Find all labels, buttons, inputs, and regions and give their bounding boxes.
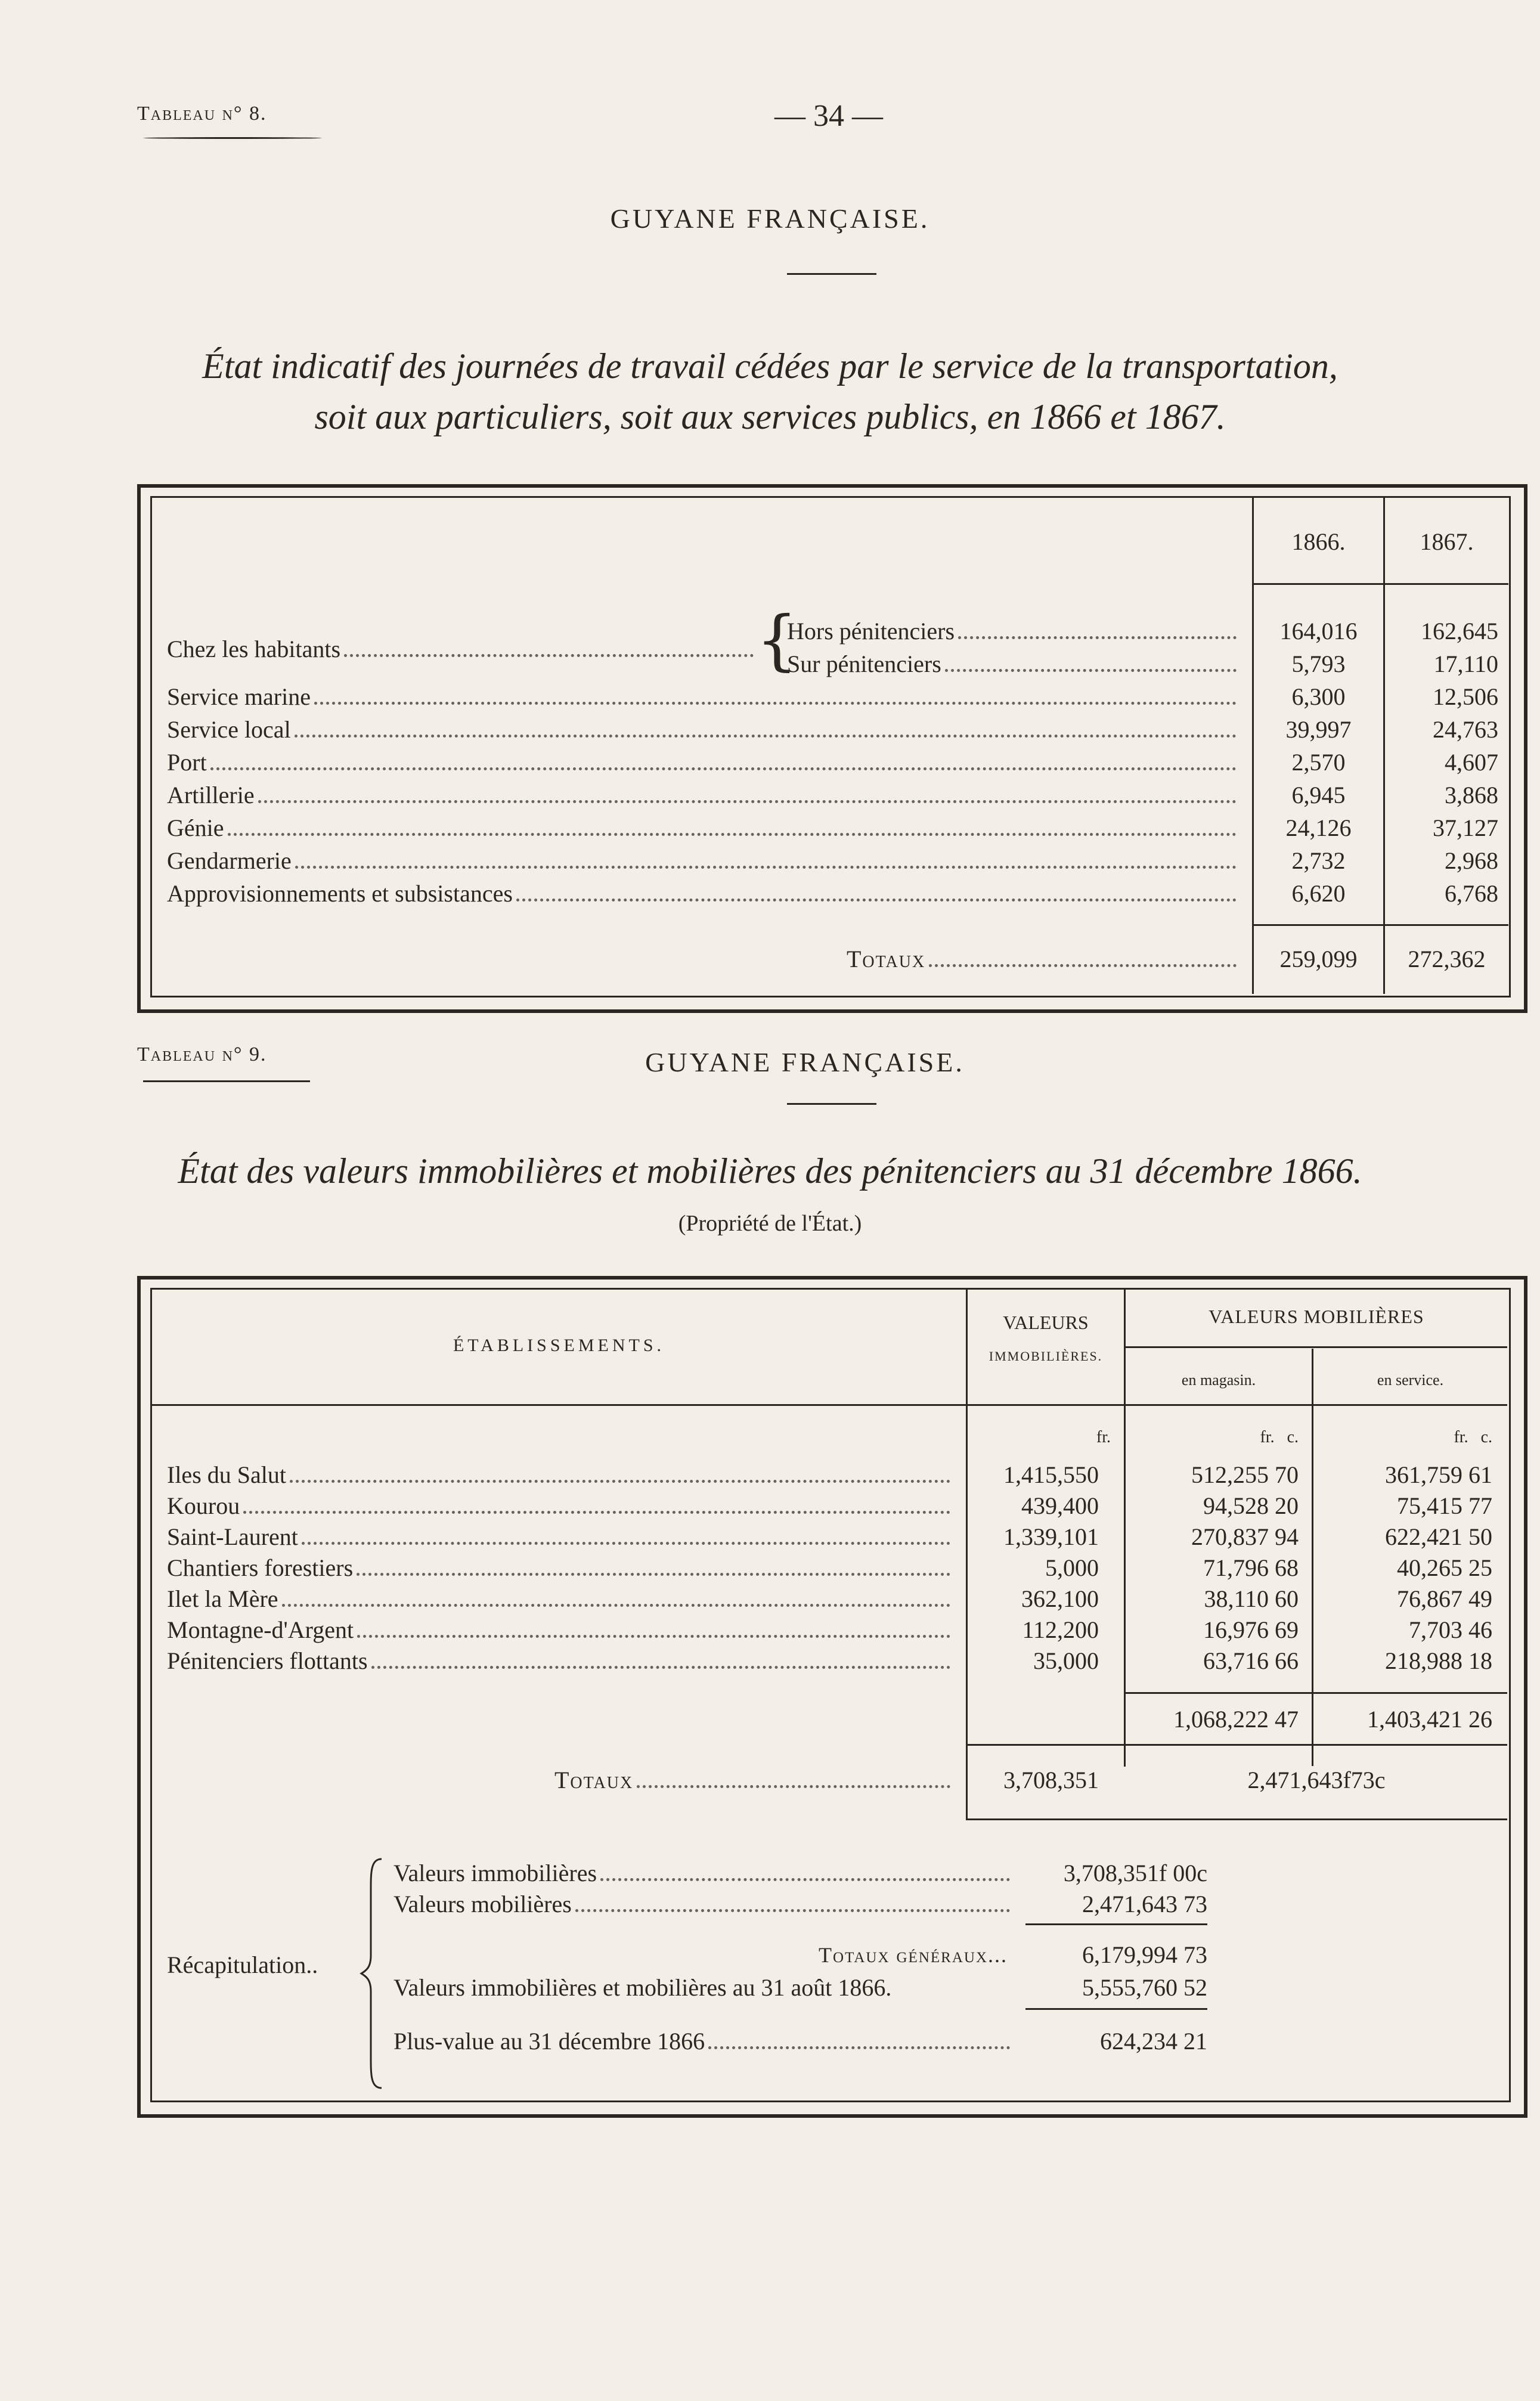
cell-magasin: 63,716 66: [1203, 1647, 1299, 1674]
cell-1867: 24,763: [1433, 716, 1498, 743]
col-etablissements: ÉTABLISSEMENTS.: [453, 1336, 665, 1355]
cell-immo: 35,000: [1033, 1647, 1099, 1674]
cell-1866: 164,016: [1279, 618, 1358, 645]
tag-underline: [143, 1080, 310, 1082]
table8-col-sep-2: [1383, 498, 1385, 994]
table8-row: Gendarmerie: [167, 847, 1240, 875]
table9-row: Pénitenciers flottants: [167, 1647, 954, 1675]
recap-rule-2: [1025, 2008, 1207, 2010]
total-mobil: 2,471,643f73c: [1247, 1767, 1386, 1793]
cell-service: 622,421 50: [1385, 1523, 1492, 1550]
table8-col-sep-1: [1252, 498, 1254, 994]
recap-aout-label: Valeurs immobilières et mobilières au 31 août 1866.: [393, 1974, 892, 2001]
table8-inner-frame: [150, 496, 1511, 997]
unit-fr: fr.: [1096, 1428, 1111, 1446]
cell-service: 76,867 49: [1397, 1585, 1492, 1612]
cell-1867: 2,968: [1445, 847, 1498, 874]
cell-1867: 37,127: [1433, 814, 1498, 841]
cell-1867: 162,645: [1421, 618, 1498, 645]
table9-mobil-rule: [1126, 1346, 1507, 1348]
cell-immo: 112,200: [1022, 1616, 1099, 1643]
table8-row: Génie: [167, 814, 1240, 842]
cell-1867: 6,768: [1445, 880, 1498, 907]
cell-1866: 2,570: [1291, 749, 1346, 776]
heading-rule: [787, 1103, 876, 1105]
habitants-label: Chez les habitants: [167, 636, 341, 662]
col-immo-1: VALEURS: [1003, 1312, 1089, 1333]
table8-heading: GUYANE FRANÇAISE.: [610, 203, 930, 234]
table8-tag: Tableau n° 8.: [137, 103, 267, 125]
cell-magasin: 16,976 69: [1203, 1616, 1299, 1643]
table8-row: Port: [167, 748, 1240, 777]
recap-totaux-value: 6,179,994 73: [1082, 1941, 1207, 1968]
recap-immo-value: 3,708,351f 00c: [1063, 1860, 1207, 1886]
cell-magasin: 512,255 70: [1191, 1461, 1299, 1488]
total-1866: 259,099: [1279, 946, 1358, 972]
table8-total-rule: [1254, 924, 1508, 926]
table9-tag: Tableau n° 9.: [137, 1043, 267, 1065]
table9-total-rule: [968, 1818, 1507, 1820]
cell-1867: 3,868: [1445, 782, 1498, 808]
col-magasin: en magasin.: [1181, 1371, 1256, 1389]
col-immo-2: IMMOBILIÈRES.: [989, 1349, 1103, 1364]
total-immo: 3,708,351: [1003, 1767, 1099, 1793]
cell-1866: 39,997: [1285, 716, 1352, 743]
table9-row: Saint-Laurent: [167, 1523, 954, 1551]
cell-immo: 362,100: [1021, 1585, 1099, 1612]
table8-header-rule: [1254, 583, 1508, 585]
cell-immo: 5,000: [1045, 1554, 1099, 1581]
cell-service: 218,988 18: [1385, 1647, 1492, 1674]
table9-row: Ilet la Mère: [167, 1585, 954, 1613]
cell-1866: 6,620: [1291, 880, 1346, 907]
page-number: — 34 —: [774, 99, 883, 133]
cell-magasin: 94,528 20: [1203, 1492, 1299, 1519]
cell-1866: 5,793: [1291, 650, 1346, 677]
recap-mobil-row: Valeurs mobilières: [393, 1890, 1014, 1919]
table9-heading: GUYANE FRANÇAISE.: [645, 1047, 965, 1077]
cell-1866: 6,300: [1291, 683, 1346, 710]
table9-title: État des valeurs immobilières et mobilières des pénitenciers au 31 décembre 1866.: [178, 1151, 1362, 1191]
table9-subtitle: (Propriété de l'État.): [678, 1211, 862, 1236]
recap-brace: [358, 1854, 388, 2093]
table8-title-line2: soit aux particuliers, soit aux services publics, en 1866 et 1867.: [314, 397, 1226, 436]
recap-plus-row: Plus-value au 31 décembre 1866: [393, 2027, 1014, 2056]
table8-row: Approvisionnements et subsistances: [167, 879, 1240, 908]
table8-row: Service local: [167, 715, 1240, 744]
recap-plus-value: 624,234 21: [1100, 2028, 1207, 2055]
recap-mobil-value: 2,471,643 73: [1082, 1891, 1207, 1917]
subtotal-service: 1,403,421 26: [1367, 1706, 1492, 1733]
table8-col-1867: 1867.: [1420, 528, 1474, 555]
heading-rule: [787, 273, 876, 275]
cell-magasin: 38,110 60: [1204, 1585, 1299, 1612]
cell-service: 7,703 46: [1409, 1616, 1492, 1643]
cell-1866: 2,732: [1291, 847, 1346, 874]
cell-magasin: 71,796 68: [1203, 1554, 1299, 1581]
cell-immo: 439,400: [1021, 1492, 1099, 1519]
table8-totals-row: Totaux: [847, 945, 1240, 974]
recap-aout-value: 5,555,760 52: [1082, 1974, 1207, 2001]
table9-subtotal-rule: [1126, 1692, 1507, 1694]
cell-1866: 6,945: [1291, 782, 1346, 808]
table8-row: Sur pénitenciers: [787, 650, 1240, 679]
cell-1867: 12,506: [1433, 683, 1498, 710]
table8-row: Hors pénitenciers: [787, 617, 1240, 646]
table9-subtotal-bottom-rule: [968, 1744, 1507, 1746]
total-1867: 272,362: [1408, 946, 1486, 972]
table8-col-1866: 1866.: [1291, 528, 1346, 555]
col-mobil: VALEURS MOBILIÈRES: [1209, 1306, 1424, 1327]
table9-row: Montagne-d'Argent: [167, 1616, 954, 1644]
table9-totals-row: Totaux: [554, 1766, 954, 1795]
table8-title-line1: État indicatif des journées de travail cédées par le service de la transportation,: [202, 346, 1338, 386]
cell-immo: 1,415,550: [1003, 1461, 1099, 1488]
recap-totaux-label: Totaux généraux...: [819, 1943, 1008, 1967]
unit-fr-c: fr. c.: [1260, 1428, 1299, 1446]
cell-1867: 4,607: [1445, 749, 1498, 776]
unit-fr-c: fr. c.: [1454, 1428, 1492, 1446]
habitants-brace: {: [756, 602, 798, 678]
recap-immo-row: Valeurs immobilières: [393, 1859, 1014, 1888]
recap-label: Récapitulation..: [167, 1951, 318, 1978]
col-service: en service.: [1377, 1371, 1444, 1389]
cell-service: 361,759 61: [1385, 1461, 1492, 1488]
cell-1867: 17,110: [1433, 650, 1498, 677]
cell-1866: 24,126: [1285, 814, 1352, 841]
table9-row: Iles du Salut: [167, 1461, 954, 1489]
cell-service: 40,265 25: [1397, 1554, 1492, 1581]
table9-row: Chantiers forestiers: [167, 1554, 954, 1582]
table9-header-rule: [152, 1404, 1507, 1406]
cell-magasin: 270,837 94: [1191, 1523, 1299, 1550]
table8-habitants-row: [167, 635, 757, 664]
table8-row: Artillerie: [167, 781, 1240, 810]
cell-service: 75,415 77: [1397, 1492, 1492, 1519]
cell-immo: 1,339,101: [1003, 1523, 1099, 1550]
table8-row: Service marine: [167, 683, 1240, 711]
subtotal-magasin: 1,068,222 47: [1173, 1706, 1299, 1733]
recap-rule-1: [1025, 1923, 1207, 1925]
table9-row: Kourou: [167, 1492, 954, 1520]
tag-underline: [143, 137, 322, 139]
